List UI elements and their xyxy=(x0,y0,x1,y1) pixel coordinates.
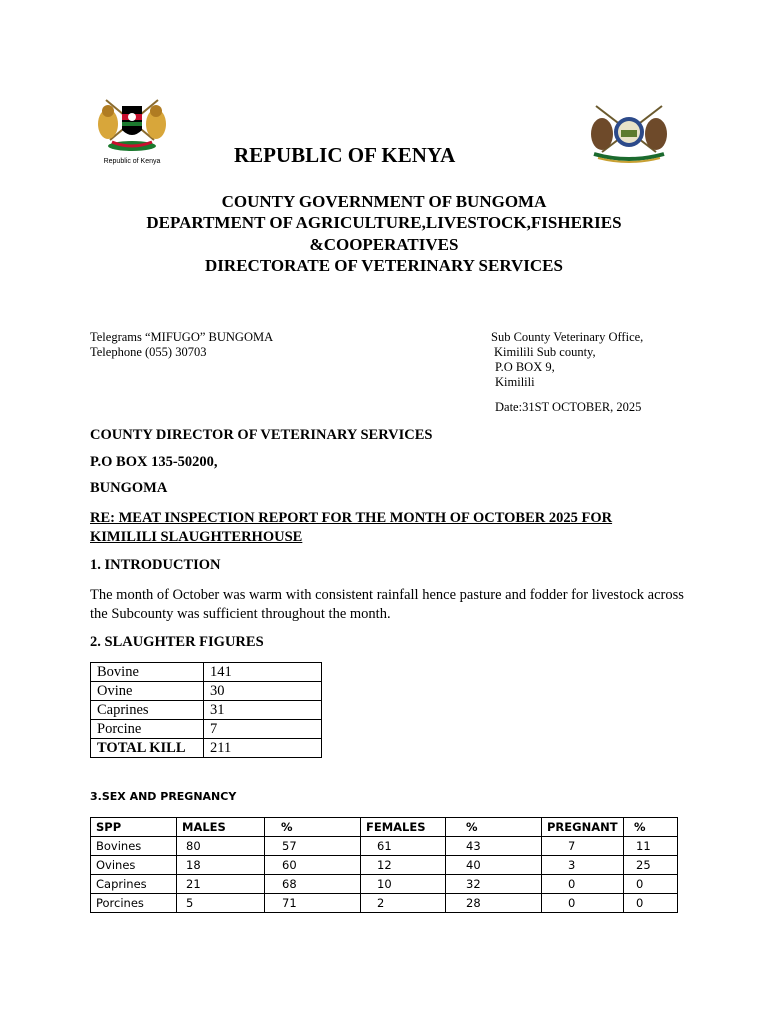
table-row xyxy=(91,894,678,913)
document-date: Date:31ST OCTOBER, 2025 xyxy=(495,400,642,414)
count-cell: 31 xyxy=(204,701,322,720)
total-label-cell: TOTAL KILL xyxy=(91,739,204,758)
value-cell: 5 xyxy=(177,894,265,913)
intro-text: The month of October was warm with consistent rainfall hence pasture and fodder for livestock across the Subcounty was sufficient throughout the month. xyxy=(90,587,684,622)
value-cell: 43 xyxy=(446,837,542,856)
recipient-address: P.O BOX 135-50200, xyxy=(90,454,218,470)
kenya-coat-of-arms xyxy=(94,96,170,166)
value-cell: 40 xyxy=(446,856,542,875)
department-line: DEPARTMENT OF AGRICULTURE,LIVESTOCK,FISHERIES xyxy=(146,213,622,232)
value-cell: 57 xyxy=(265,837,361,856)
value-cell: 11 xyxy=(624,837,678,856)
county-government-line: COUNTY GOVERNMENT OF BUNGOMA xyxy=(221,192,547,211)
value-cell: 0 xyxy=(624,875,678,894)
value-cell: 25 xyxy=(624,856,678,875)
column-header: % xyxy=(624,818,678,837)
value-cell: 0 xyxy=(542,875,624,894)
value-cell: 21 xyxy=(177,875,265,894)
species-cell: Ovine xyxy=(91,682,204,701)
table-row xyxy=(91,739,322,758)
intro-heading: 1. INTRODUCTION xyxy=(90,557,221,573)
office-address-line: Kimilili xyxy=(495,375,535,389)
column-header: MALES xyxy=(177,818,265,837)
value-cell: 7 xyxy=(542,837,624,856)
subject-line-cont: KIMILILI SLAUGHTERHOUSE xyxy=(90,529,303,545)
telephone-line: Telephone (055) 30703 xyxy=(90,345,207,359)
species-cell: Porcine xyxy=(91,720,204,739)
column-header: % xyxy=(446,818,542,837)
column-header: % xyxy=(265,818,361,837)
office-address-line: Kimilili Sub county, xyxy=(494,345,596,359)
species-cell: Ovines xyxy=(91,856,177,875)
value-cell: 12 xyxy=(361,856,446,875)
sex-pregnancy-table xyxy=(90,817,678,913)
value-cell: 60 xyxy=(265,856,361,875)
column-header: SPP xyxy=(91,818,177,837)
value-cell: 68 xyxy=(265,875,361,894)
value-cell: 18 xyxy=(177,856,265,875)
species-cell: Caprines xyxy=(91,701,204,720)
table-row xyxy=(91,856,678,875)
table-row xyxy=(91,701,322,720)
value-cell: 10 xyxy=(361,875,446,894)
recipient-title: COUNTY DIRECTOR OF VETERINARY SERVICES xyxy=(90,427,433,443)
count-cell: 7 xyxy=(204,720,322,739)
office-address-line: P.O BOX 9, xyxy=(495,360,555,374)
value-cell: 71 xyxy=(265,894,361,913)
table-row xyxy=(91,682,322,701)
emblem-caption: Republic of Kenya xyxy=(103,158,161,165)
column-header: PREGNANT xyxy=(542,818,624,837)
species-cell: Bovines xyxy=(91,837,177,856)
table-row xyxy=(91,720,322,739)
slaughter-heading: 2. SLAUGHTER FIGURES xyxy=(90,634,264,650)
subject-line: RE: MEAT INSPECTION REPORT FOR THE MONTH OF OCTOBER 2025 FOR xyxy=(90,510,613,526)
table-row xyxy=(91,875,678,894)
count-cell: 30 xyxy=(204,682,322,701)
sex-heading: 3.SEX AND PREGNANCY xyxy=(90,790,237,803)
table-row xyxy=(91,663,322,682)
telegrams-line: Telegrams “MIFUGO” BUNGOMA xyxy=(90,330,274,344)
table-header-row xyxy=(91,818,678,837)
page-title: REPUBLIC OF KENYA xyxy=(234,143,456,167)
species-cell: Bovine xyxy=(91,663,204,682)
count-cell: 141 xyxy=(204,663,322,682)
value-cell: 32 xyxy=(446,875,542,894)
table-row xyxy=(91,837,678,856)
office-address-line: Sub County Veterinary Office, xyxy=(491,330,644,344)
department-line-cont: &COOPERATIVES xyxy=(309,235,459,254)
total-count-cell: 211 xyxy=(204,739,322,758)
bungoma-county-seal xyxy=(586,104,672,164)
slaughter-table xyxy=(90,662,322,758)
value-cell: 0 xyxy=(624,894,678,913)
species-cell: Caprines xyxy=(91,875,177,894)
value-cell: 61 xyxy=(361,837,446,856)
value-cell: 80 xyxy=(177,837,265,856)
column-header: FEMALES xyxy=(361,818,446,837)
directorate-line: DIRECTORATE OF VETERINARY SERVICES xyxy=(205,256,563,275)
value-cell: 2 xyxy=(361,894,446,913)
value-cell: 28 xyxy=(446,894,542,913)
species-cell: Porcines xyxy=(91,894,177,913)
recipient-town: BUNGOMA xyxy=(90,480,168,496)
value-cell: 0 xyxy=(542,894,624,913)
value-cell: 3 xyxy=(542,856,624,875)
